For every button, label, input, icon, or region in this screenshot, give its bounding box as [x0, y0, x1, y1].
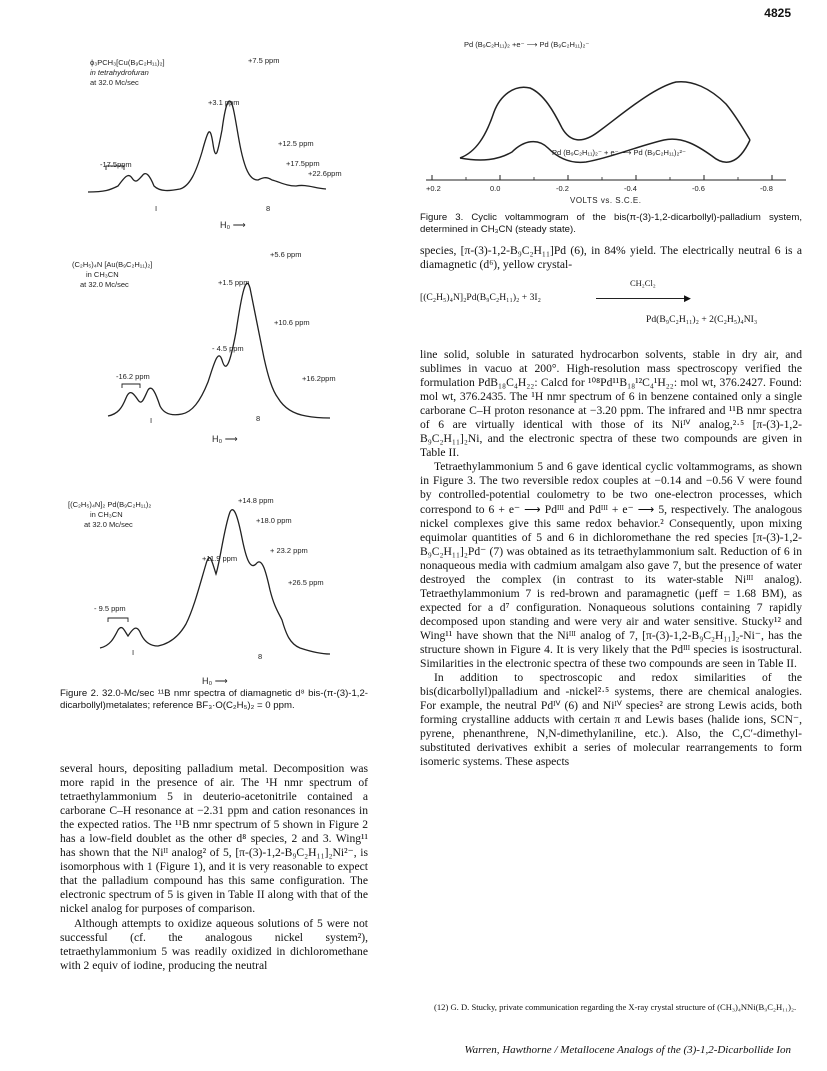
- figure-3-caption: Figure 3. Cyclic voltammogram of the bis(π-(3)-1,2-dicarbollyl)-palladium system, determined in CH₃CN (steady state).: [420, 212, 802, 235]
- peak-label: +26.5 ppm: [288, 578, 324, 587]
- marker-label: I: [155, 204, 158, 213]
- peak-label: -17.5ppm: [100, 160, 132, 169]
- spectrum-title: ϕ₃PCH₃[Cu(B₉C₂H₁₁)₂]: [90, 58, 165, 67]
- spectrum-trace: [60, 488, 360, 678]
- spectrum-trace: [60, 52, 360, 212]
- spectrum-frequency: at 32.0 Mc/sec: [90, 78, 139, 87]
- nmr-spectrum-3: [60, 488, 360, 688]
- spectrum-frequency: at 32.0 Mc/sec: [84, 520, 133, 529]
- peak-label: +16.2ppm: [302, 374, 336, 383]
- spectrum-solvent: in CH₃CN: [86, 270, 119, 279]
- spectrum-frequency: at 32.0 Mc/sec: [80, 280, 129, 289]
- peak-label: +22.6ppm: [308, 169, 342, 178]
- tick-label: +0.2: [426, 184, 441, 193]
- paragraph: In addition to spectroscopic and redox similarities of the bis(dicarbollyl)palladium and -nickel²·⁵ systems, there are chemical analogies. For example, the neutral Pdᴵⱽ (6) and Niᴵⱽ species² are strong Lewis acids, both forming crystalline adducts with certain π and Lewis bases (halide ions, SCN⁻, pyrene, phenanthrene, N,N-dimethylaniline, etc.). Also, the C,C′-dimethyl-substituted derivatives exhibit a series of molecular rearrangements to form isomeric systems. These aspects: [420, 671, 802, 769]
- field-label: H₀ ⟶: [212, 434, 238, 444]
- figure-2-caption: Figure 2. 32.0-Mc/sec ¹¹B nmr spectra of diamagnetic d⁸ bis-(π-(3)-1,2-dicarbollyl)metalates; reference BF₃·O(C₂H₅)₂ = 0 ppm.: [60, 688, 368, 711]
- marker-label: I: [132, 648, 135, 657]
- spectrum-solvent: in tetrahydrofuran: [90, 68, 149, 77]
- arrow-head: ▶: [684, 293, 691, 303]
- page-footer: Warren, Hawthorne / Metallocene Analogs of the (3)-1,2-Dicarbollide Ion: [464, 1044, 791, 1056]
- peak-label: - 9.5 ppm: [94, 604, 126, 613]
- reaction-label-top: Pd (B₉C₂H₁₁)₂ +e⁻ ⟶ Pd (B₉C₂H₁₁)₂⁻: [464, 40, 590, 49]
- reaction-label-bottom: Pd (B₉C₂H₁₁)₂⁻ + e⁻ ⟶ Pd (B₉C₂H₁₁)₂²⁻: [552, 148, 686, 157]
- marker-label: 8: [266, 204, 271, 213]
- marker-label: I: [150, 416, 153, 425]
- marker-label: 8: [256, 414, 261, 423]
- nmr-spectrum-2: [60, 248, 360, 448]
- peak-label: +12.5 ppm: [278, 139, 314, 148]
- peak-label: + 23.2 ppm: [270, 546, 308, 555]
- tick-label: 0.0: [490, 184, 501, 193]
- tick-label: -0.4: [624, 184, 637, 193]
- equation-products: Pd(B₉C₂H₁₁)₂ + 2(C₂H₅)₄NI₃: [646, 314, 758, 325]
- peak-label: +10.6 ppm: [274, 318, 310, 327]
- tick-label: -0.2: [556, 184, 569, 193]
- tick-label: -0.8: [760, 184, 773, 193]
- peak-label: +18.0 ppm: [256, 516, 292, 525]
- peak-label: +1.5 ppm: [218, 278, 250, 287]
- spectrum-title: [(C₂H₅)₄N]₂ Pd(B₉C₂H₁₁)₂: [68, 500, 152, 509]
- equation-solvent: CH₂Cl₂: [630, 278, 656, 288]
- spectrum-solvent: in CH₃CN: [90, 510, 123, 519]
- peak-label: +3.1 ppm: [208, 98, 240, 107]
- left-column: [60, 762, 368, 973]
- right-column-top: [420, 244, 802, 272]
- paragraph: Tetraethylammonium 5 and 6 gave identical cyclic voltammograms, as shown in Figure 3. The two reversible redox couples at −0.14 and −0.56 V were found by controlled-potential coulometry to be two one-electron processes, which correspond to 6 + e⁻ ⟶ Pdᴵᴵᴵ and Pdᴵᴵᴵ + e⁻ ⟶ 5, respectively. The analogous nickel complexes give this same redox behavior.² Consequently, upon mixing equimolar quantities of 5 and 6 in dichloromethane the red species [π-(3)-1,2-B₉C₂H₁₁]₂Pd⁻ (7) was obtained as its tetraethylammonium salt. Reduction of 6 in nonaqueous media with cadmium amalgam also gave 7, but the presence of water destroyed the complex (in contrast to its water-stable Niᴵᴵᴵ analog). Tetraethylammonium 7 is red-brown and paramagnetic (μeff = 1.68 BM), as expected for a d⁷ configuration. Nonaqueous solutions containing 7 rapidly decomposed upon standing and were very air and water sensitive. Stucky¹² and Wing¹¹ have shown that the Niᴵᴵᴵ analog of 7, [π-(3)-1,2-B₉C₂H₁₁]₂-Ni⁻, has the structure shown in Figure 4. It is very likely that the Pdᴵᴵᴵ species is isostructural. Similarities in the electronic spectra of these two compounds are seen in Table II.: [420, 460, 802, 671]
- peak-label: +7.5 ppm: [248, 56, 280, 65]
- peak-label: +5.6 ppm: [270, 250, 302, 259]
- field-label: H₀ ⟶: [220, 220, 246, 230]
- x-axis-label: VOLTS vs. S.C.E.: [570, 196, 642, 205]
- reaction-equation: [420, 278, 802, 338]
- paragraph: several hours, depositing palladium metal. Decomposition was more rapid in the presence of air. The ¹H nmr spectrum of tetraethylammonium 5 in deuterio-acetonitrile contained a carborane C–H resonance at −2.31 ppm and cation resonances in the expected ratios. The ¹¹B nmr spectrum of 5 shown in Figure 2 has a low-field doublet as the other d⁸ species, 2 and 3. Wing¹¹ has shown that the Niᴵᴵ analog² of 5, [π-(3)-1,2-B₉C₂H₁₁]₂Ni²⁻, is isomorphous with 1 (Figure 1), and it is very reasonable to expect that the palladium compound has this same configuration. The electronic spectrum of 5 is given in Table II along with that of the nickel analog for purposes of comparison.: [60, 762, 368, 916]
- peak-label: -16.2 ppm: [116, 372, 150, 381]
- paragraph: species, [π-(3)-1,2-B₉C₂H₁₁]Pd (6), in 84% yield. The electrically neutral 6 is a diamagnetic (d⁶), yellow crystal-: [420, 244, 802, 272]
- page-number: 4825: [764, 6, 791, 20]
- voltammogram-plot: [420, 40, 800, 210]
- reaction-arrow: [596, 298, 688, 299]
- spectrum-title: (C₂H₅)₄N [Au(B₉C₂H₁₁)₂]: [72, 260, 153, 269]
- paragraph: Although attempts to oxidize aqueous solutions of 5 were not successful (cf. the analogous nickel system²), tetraethylammonium 5 was readily oxidized in dichloromethane with 2 equiv of iodine, producing the neutral: [60, 916, 368, 972]
- nmr-spectrum-1: [60, 52, 360, 232]
- equation-reactants: [(C₂H₅)₄N]₂Pd(B₉C₂H₁₁)₂ + 3I₂: [420, 292, 541, 303]
- spectrum-trace: [60, 248, 360, 438]
- right-column-body: [420, 348, 802, 769]
- tick-label: -0.6: [692, 184, 705, 193]
- peak-label: - 4.5 ppm: [212, 344, 244, 353]
- paragraph: line solid, soluble in saturated hydrocarbon solvents, stable in dry air, and sublimes in vacuo at 200°. High-resolution mass spectroscopy verified the formulation PdB₁₈C₄H₂₂: Calcd for ¹⁰⁸Pd¹¹B₁₈¹²C₄¹H₂₂: mol wt, 376.2427. Found: mol wt, 376.2435. The ¹H nmr spectrum of 6 in benzene contained only a single carborane C–H proton resonance at −3.20 ppm. The infrared and ¹¹B nmr spectra of 6 are virtually identical with those of its Niᴵⱽ analog,²·⁵ [π-(3)-1,2-B₉C₂H₁₁]₂Ni, and the electronic spectra of these two compounds are given in Table II.: [420, 348, 802, 460]
- peak-label: +17.5ppm: [286, 159, 320, 168]
- peak-label: +14.8 ppm: [238, 496, 274, 505]
- cv-figure: [420, 40, 800, 210]
- marker-label: 8: [258, 652, 263, 661]
- field-label: H₀ ⟶: [202, 676, 228, 686]
- peak-label: +11.9 ppm: [202, 554, 238, 563]
- footnote: (12) G. D. Stucky, private communication regarding the X-ray crystal structure of (CH₃)₄NNi(B₉C₂H₁₁)₂.: [434, 1002, 797, 1012]
